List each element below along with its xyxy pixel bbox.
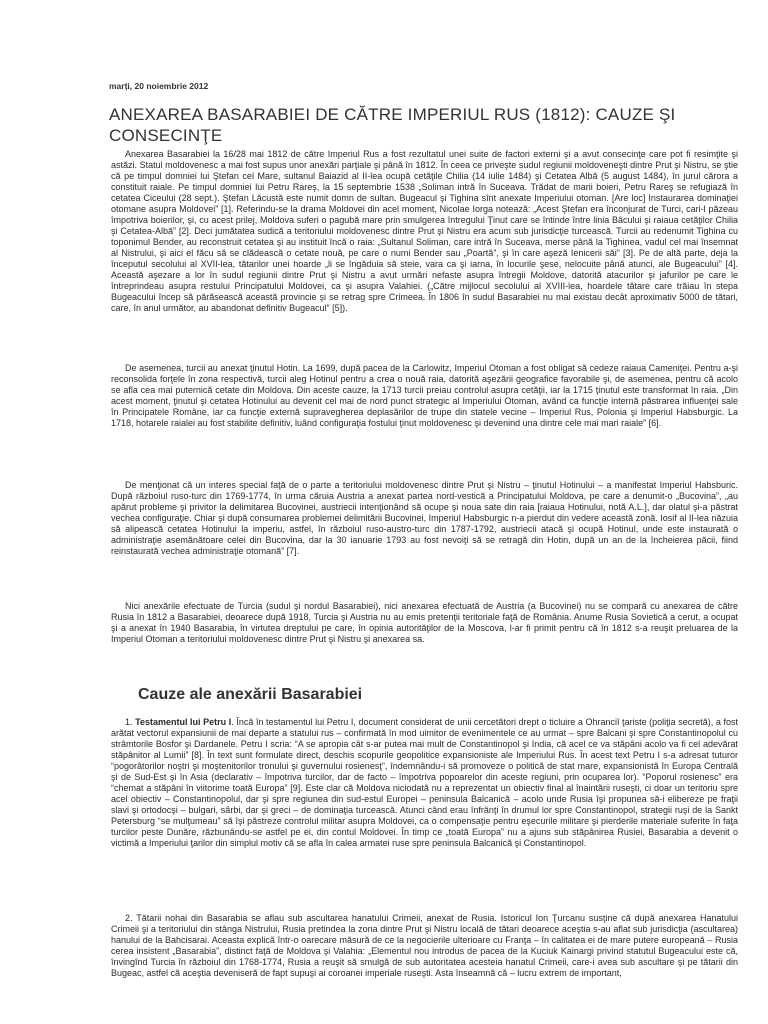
article-title: ANEXAREA BASARABIEI DE CĂTRE IMPERIUL RUS (1812): CAUZE ŞI CONSECINŢE — [109, 105, 676, 145]
post-date: marți, 20 noiembrie 2012 — [109, 81, 209, 91]
paragraph-1: Anexarea Basarabiei la 16/28 mai 1812 de către Imperiul Rus a fost rezultatul unei suite de factori externi şi a avut consecinţe care pot fi resimţite şi astăzi. Statul moldovenesc a mai fost supus unor anexări parţiale şi până în 1812. În ceea ce priveşte sudul regiunii moldoveneşti dintre Prut şi Nistru, se ştie că pe timpul domniei lui Ştefan cel Mare, sultanul Baiazid al II-lea ocupă cetăţile Chilia (14 iulie 1484) şi Cetatea Albă (5 august 1484), în jurul cărora a constituit raiale. Pe timpul domniei lui Petru Rareş, la 15 septembrie 1538 „Soliman intră în Suceava. Trădat de marii boieri, Petru Rareş se refugiază în cetatea Ciceului (28 sept.). Ştefan Lăcustă este numit domn de sultan. Bugeacul şi Tighina sînt anexate Imperiului otoman. [Are loc] Instaurarea dominaţiei otomane asupra Moldovei” [1]. Referindu-se la drama Moldovei din acel moment, Nicolae Iorga notează: „Acest Ştefan era înconjurat de Turci, cari-l păzeau împotriva boierilor, şi, cu acest prilej, Moldova suferi o pagubă mare prin smulgerea întregului Ţinut care se întinde între linia Bâcului şi raiaua cetăţilor Chilia şi Cetatea-Albă” [2]. Deci jumătatea sudică a teritoriului moldovenesc dintre Prut şi Nistru era acum sub jurisdicţie turcească. Turcii au redenumit Tighina cu toponimul Bender, au reconstruit cetatea şi au instituit încă o raia: „Sultanul Soliman, care intră în Suceava, merse până la Tighinea, vadul cel mai însemnat al Nistrului, şi aici el făcu să se clădească o cetate nouă, pe care o numi Bender sau „Poartă”, şi în care aşeză Ienicerii săi” [3]. Pe de altă parte, deja la începutul secolului al XVII-lea, tătarilor unei hoarde „li se îngăduia să steie, vara ca şi iarna, în locurile şese, nelocuite până atunci, ale Bugeacului” [4]. Această aşezare a lor în sudul regiunii dintre Prut şi Nistru a avut urmări nefaste asupra întregii Moldove, datorită atacurilor şi jafurilor pe care le întreprindeau asupra restului Principatului Moldovei, ca şi asupra Valahiei. („Către mijlocul secolului al XVIII-lea, hoardele tătare care trăiau în stepa Bugeacului încep să părăsească această provincie şi se retrag spre Crimeea. În 1806 în sudul Basarabiei nu mai existau decât aproximativ 5000 de tătari, care, în anul următor, au abandonat definitiv Bugeacul” [5]). — [111, 149, 738, 313]
cause-1-number: 1. — [125, 717, 136, 727]
cause-2-paragraph — [111, 913, 738, 979]
cause-2-number: 2. — [125, 913, 137, 923]
paragraph-2: De asemenea, turcii au anexat ţinutul Hotin. La 1699, după pacea de la Carlowitz, Imperiul Otoman a fost obligat să cedeze raiaua Cameniţei. Pentru a-şi reconsolida forţele în zona respectivă, turcii aleg Hotinul pentru a crea o nouă raia, datorită aşezării geografice favorabile şi, de asemenea, pentru că acolo se afla cea mai puternică cetate din Moldova. Din aceste cauze, la 1713 turcii preiau controlul asupra cetăţii, iar la 1715 ţinutul este transformat în raia. „Din acest moment, ţinutul şi cetatea Hotinului au devenit cel mai de nord punct strategic al Imperiului Otoman, având ca funcţie internă păstrarea influenţei sale în Principatele Române, iar ca funcţie externă supravegherea deplasărilor de trupe din statele vecine – Imperiul Rus, Polonia şi Imperiul Habsburgic. La 1718, hotarele raialei au fost stabilite definitiv, luând configuraţia fostului ţinut moldovenesc şi devenind una dintre cele mai mari raiale” [6]. — [111, 363, 738, 428]
paragraph-3: De menţionat că un interes special faţă de o parte a teritoriului moldovenesc dintre Prut şi Nistru – ţinutul Hotinului – a manifestat Imperiul Habsburic. După războiul ruso-turc din 1769-1774, în urma căruia Austria a anexat partea nord-vestică a Principatului Moldova, pe care a denumit-o „Bucovina”, „au apărut probleme şi privitor la delimitarea Bucovinei, austriecii intenţionând să ocupe şi noua sate din raia [raiaua Hotinului, notă A.L.], dar olatul şi-a păstrat vechea configuraţie. Chiar şi după consumarea problemei delimitării Bucovinei, Imperiul Habsburgic n-a pierdut din vedere această zonă. Iosif al II-lea năzuia să alipească cetatea Hotinului la imperiu, astfel, în războiul ruso-austro-turc din 1787-1792, austriecii atacă şi ocupă Hotinul, unde este instaurată o administraţie asemănătoare celei din Bucovina, dar la 30 ianuarie 1793 au fost nevoiţi să se retragă din Hotin, după un an de la încheierea păcii, fiind reinstaurată vechea administraţie otomană” [7]. — [111, 480, 738, 556]
cause-1-paragraph — [111, 717, 738, 849]
section-heading: Cauze ale anexării Basarabiei — [138, 686, 363, 703]
cause-1-title: Testamentul lui Petru I — [135, 717, 232, 727]
paragraph-4: Nici anexările efectuate de Turcia (sudul şi nordul Basarabiei), nici anexarea efectuată de Austria (a Bucovinei) nu se compară cu anexarea de către Rusia în 1812 a Basarabiei, deoarece după 1918, Turcia şi Austria nu au emis pretenţii teritoriale faţă de România. Anume Rusia Sovietică a cerut, a ocupat şi a anexat în 1940 Basarabia, în virtutea dreptului pe care, în opinia autorităţilor de la Moscova, l-ar fi primit pentru că în 1812 s-a reuşit preluarea de la Imperiul Otoman a teritoriului moldovenesc dintre Prut şi Nistru şi anexarea sa. — [111, 601, 738, 644]
cause-2-text: Tătarii nohai din Basarabia se aflau sub ascultarea hanatului Crimeii, anexat de Rusia. Istoricul Ion Ţurcanu susţine că după anexarea Hanatului Crimeii şi a teritoriului din stânga Nistrului, Rusia pretindea la zona dintre Prut şi Nistru locală de tătari deoarece aceştia s-au aflat sub jurisdicţia (ascultarea) hanului de la Bahcisarai. Aceasta explică într-o oarecare măsură de ce la negocierile ulterioare cu Franţa – în calitatea ei de mare putere europeană – Rusia cerea insistent „Basarabia”, distinct faţă de Moldova şi Valahia: „Elementul nou introdus de pacea de la Kuciuk Kainargi privind statutul Bugeacului este că, învingînd Turcia în războiul din 1768-1774, Rusia a reuşit să smulgă de sub autoritatea acesteia hanatul Crimeii, care-i avea sub ascultare şi pe tătarii din Bugeac, astfel că aceştia deveniseră de fapt supuşi ai coroanei imperiale ruseşti. Asta înseamnă că – lucru extrem de important, — [111, 913, 738, 978]
cause-1-text: . Încă în testamentul lui Petru I, document considerat de unii cercetători drept o ticluire a Ohranciî ţariste (poliţia secretă), a fost arătat vectorul expansiunii de mai departe a statului rus – confirmată în mod uimitor de evenimentele ce au urmat – spre Balcani şi spre Constantinopolul cu strâmtorile Bosfor şi Dardanele. Petru I scria: “A se apropia cât s-ar putea mai mult de Constantinopol şi India, că acel ce va stăpâni acolo va fi cel adevărat stăpânitor al Lumii” [8]. În text sunt formulate direct, deschis scopurile geopolitice expansioniste ale Imperiului Rus. În acest text Petru I s-a adresat tuturor “pogorâtorilor noştri şi moştenitorilor tronului şi guvernului rosienesţ”, îndemnându-i să promoveze o politică de stat mare, expansionistă în Europa Centrală şi de Sud-Est şi în Asia (declarativ – împotriva turcilor, dar de facto – împotriva popoarelor din aceste regiuni, prin ocuparea lor). “Poporul rosienesc” era “chemat a stăpâni în viitorime toată Europa” [9]. Este clar că Moldova niciodată nu a reprezentat un obiectiv final al înaintării ruseşti, ci doar un teritoriu spre acel obiectiv – Constantinopolul, dar şi spre regiunea din sud-estul Europei – peninsula Balcanică – acolo unde Rusia îşi propunea să-i elibereze pe fraţii slavi şi ortodocşi – bulgari, sârbi, dar şi greci – de dominaţia turcească. Atunci când erau înfrânţi în drumul lor spre Constantinopol, strategii ruşi de la Sankt Petersburg “se mulţumeau” să îşi păstreze controlul militar asupra Moldovei, ca o compensaţie pentru eşecurile militare şi pierderile materiale suferite în faţa turcilor peste Dunăre, răzbunându-se astfel pe ei, din contul Moldovei. În timp ce „toată Europa” nu a ajuns sub stăpânirea Rusiei, Basarabia a devenit o victimă a Imperiului ţarilor din simplul motiv că se afla în calea armatei ruse spre peninsula Balcanică şi Constantinopol. — [111, 717, 738, 848]
